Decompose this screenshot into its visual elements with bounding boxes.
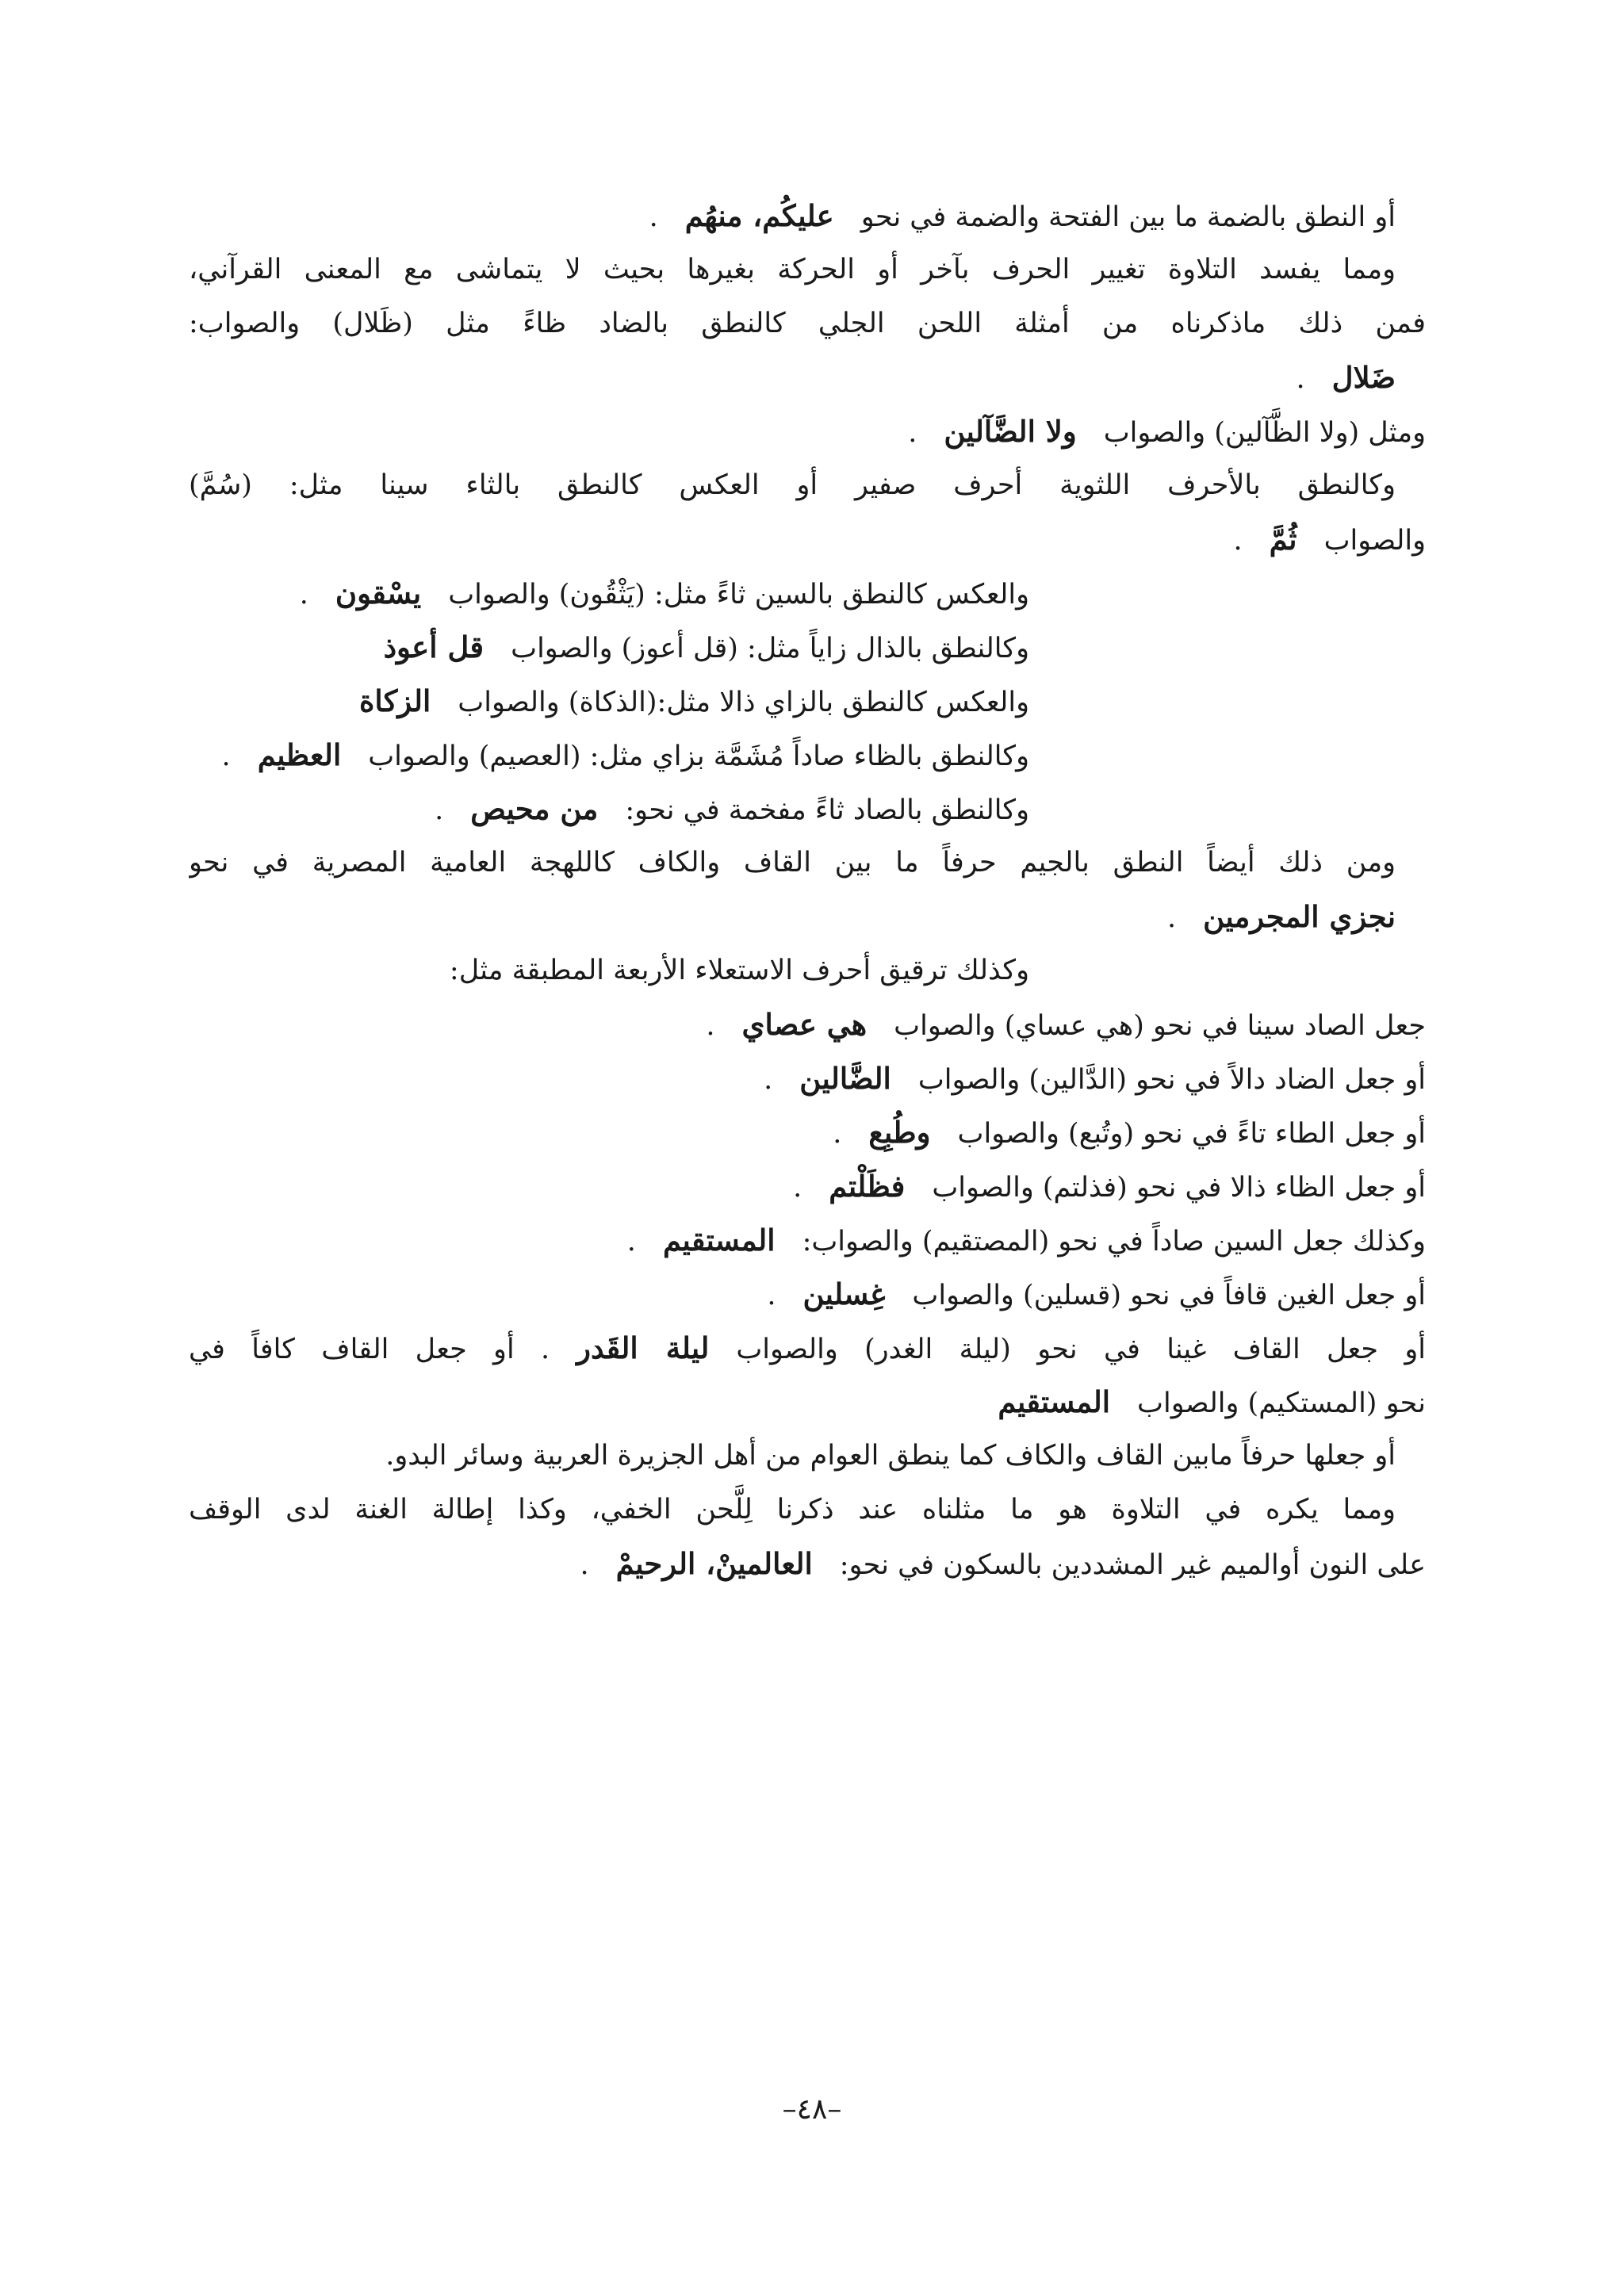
line-tail: . [435,794,444,826]
line-text: نحو (المستكيم) والصواب [1137,1388,1426,1419]
line-tail: . [1167,902,1177,934]
line-text: ومثل (ولا الظَّآلين) والصواب [1103,417,1426,449]
text-line [189,836,1426,890]
text-line [189,1105,1426,1159]
quranic-word: هي عصاي [741,1007,868,1042]
text-line [189,350,1426,404]
line-text: أو جعل الظاء ذالا في نحو (فذلتم) والصواب [932,1172,1426,1204]
line-text: ومما يكره في التلاوة هو ما مثلناه عند ذكرنا لِلَّحن الخفي، وكذا إطالة الغنة لدى الوقف [189,1494,1396,1525]
text-line [189,1267,1426,1321]
line-text: أو جعل الضاد دالاً في نحو (الدَّالين) والصواب [917,1064,1426,1096]
text-line [189,243,1426,297]
line-text: على النون أوالميم غير المشددين بالسكون في نحو: [839,1549,1426,1581]
quranic-word: العظيم [257,737,342,772]
quranic-word: وطُبِع [868,1115,931,1150]
text-line [189,782,1426,836]
quranic-word: غِسلين [802,1277,886,1311]
text-line [189,620,1426,674]
quranic-word: العالمينْ، الرحيمْ [615,1546,813,1581]
line-tail: . [833,1118,842,1150]
quranic-word: قل أعوذ [383,630,485,664]
text-line [189,1429,1426,1483]
line-tail: . [1233,525,1243,557]
page-number: –٤٨– [782,2093,842,2126]
line-text: أو جعل القاف غينا في نحو (ليلة الغدر) والصواب [736,1334,1426,1365]
quranic-word: المستقيم [998,1384,1111,1419]
line-tail: . أو جعل القاف كافاً في [189,1334,550,1365]
line-text: جعل الصاد سينا في نحو (هي عساي) والصواب [894,1010,1426,1042]
text-line [189,1051,1426,1105]
text-line [189,997,1426,1051]
line-text: أو النطق بالضمة ما بين الفتحة والضمة في نحو [860,201,1396,233]
line-text: والعكس كالنطق بالسين ثاءً مثل: (يَثْقُون) والصواب [448,579,1029,611]
line-text: أو جعل الطاء تاءً في نحو (وتُبع) والصواب [957,1118,1426,1150]
quranic-word: الزكاة [359,683,431,718]
line-tail: . [764,1064,773,1096]
text-line [189,944,1426,997]
line-text: فمن ذلك ماذكرناه من أمثلة اللحن الجلي كالنطق بالضاد ظاءً مثل (ظَلال) والصواب: [189,308,1426,339]
quranic-word: ولا الضَّآلين [944,414,1077,449]
line-text: أو جعل الغين قافاً في نحو (قسلين) والصواب [912,1280,1426,1311]
quranic-word: ثُمَّ [1269,522,1297,557]
text-line [189,1213,1426,1267]
line-tail: . [580,1549,589,1581]
line-text: وكالنطق بالظاء صاداً مُشَمَّة بزاي مثل: (العصيم) والصواب [368,741,1029,772]
quranic-word: ضَلال [1331,360,1396,395]
quranic-word: نجزي المجرمين [1203,899,1396,934]
line-text: والعكس كالنطق بالزاي ذالا مثل:(الذكاة) والصواب [458,687,1029,718]
text-line [189,189,1426,243]
line-text: وكالنطق بالأحرف اللثوية أحرف صفير أو العكس كالنطق بالثاء سينا مثل: (سُمَّ) [189,469,1396,501]
line-text: وكذلك ترقيق أحرف الاستعلاء الأربعة المطبقة مثل: [449,955,1029,986]
quranic-word: الضَّالين [799,1061,891,1096]
line-text: أو جعلها حرفاً مابين القاف والكاف كما ينطق العوام من أهل الجزيرة العربية وسائر البدو. [385,1440,1396,1472]
text-line [189,1483,1426,1537]
text-line [189,566,1426,620]
line-tail: . [649,201,658,233]
line-tail: . [706,1010,715,1042]
quranic-word: المستقيم [662,1223,776,1258]
line-text: وكذلك جعل السين صاداً في نحو (المصتقيم) والصواب: [802,1226,1426,1258]
line-text: والصواب [1323,525,1426,557]
quranic-word: ليلة القَدر [576,1330,710,1365]
text-line [189,728,1426,782]
line-tail: . [221,741,231,772]
text-line [189,404,1426,458]
quranic-word: يسْقون [335,576,422,611]
line-tail: . [299,579,308,611]
quranic-word: فظَلْتم [829,1169,906,1204]
text-line [189,1375,1426,1429]
text-line [189,1537,1426,1591]
text-line [189,512,1426,566]
line-text: ومما يفسد التلاوة تغيير الحرف بآخر أو الحركة بغيرها بحيث لا يتماشى مع المعنى القرآني، [189,254,1396,285]
quranic-word: عليكُم، منهُم [684,198,834,233]
line-tail: . [908,417,917,449]
text-line [189,458,1426,512]
text-line [189,674,1426,728]
text-line [189,1159,1426,1213]
text-line [189,890,1426,944]
text-line [189,1321,1426,1375]
line-tail: . [793,1172,802,1204]
text-line [189,297,1426,350]
quranic-word: من محيص [470,791,599,826]
line-text: وكالنطق بالصاد ثاءً مفخمة في نحو: [625,794,1029,826]
line-tail: . [1296,363,1305,395]
line-tail: . [626,1226,636,1258]
body-text [189,189,1426,1591]
line-tail: . [767,1280,776,1311]
line-text: وكالنطق بالذال زاياً مثل: (قل أعوز) والصواب [511,633,1029,664]
line-text: ومن ذلك أيضاً النطق بالجيم حرفاً ما بين القاف والكاف كاللهجة العامية المصرية في نحو [189,847,1396,879]
